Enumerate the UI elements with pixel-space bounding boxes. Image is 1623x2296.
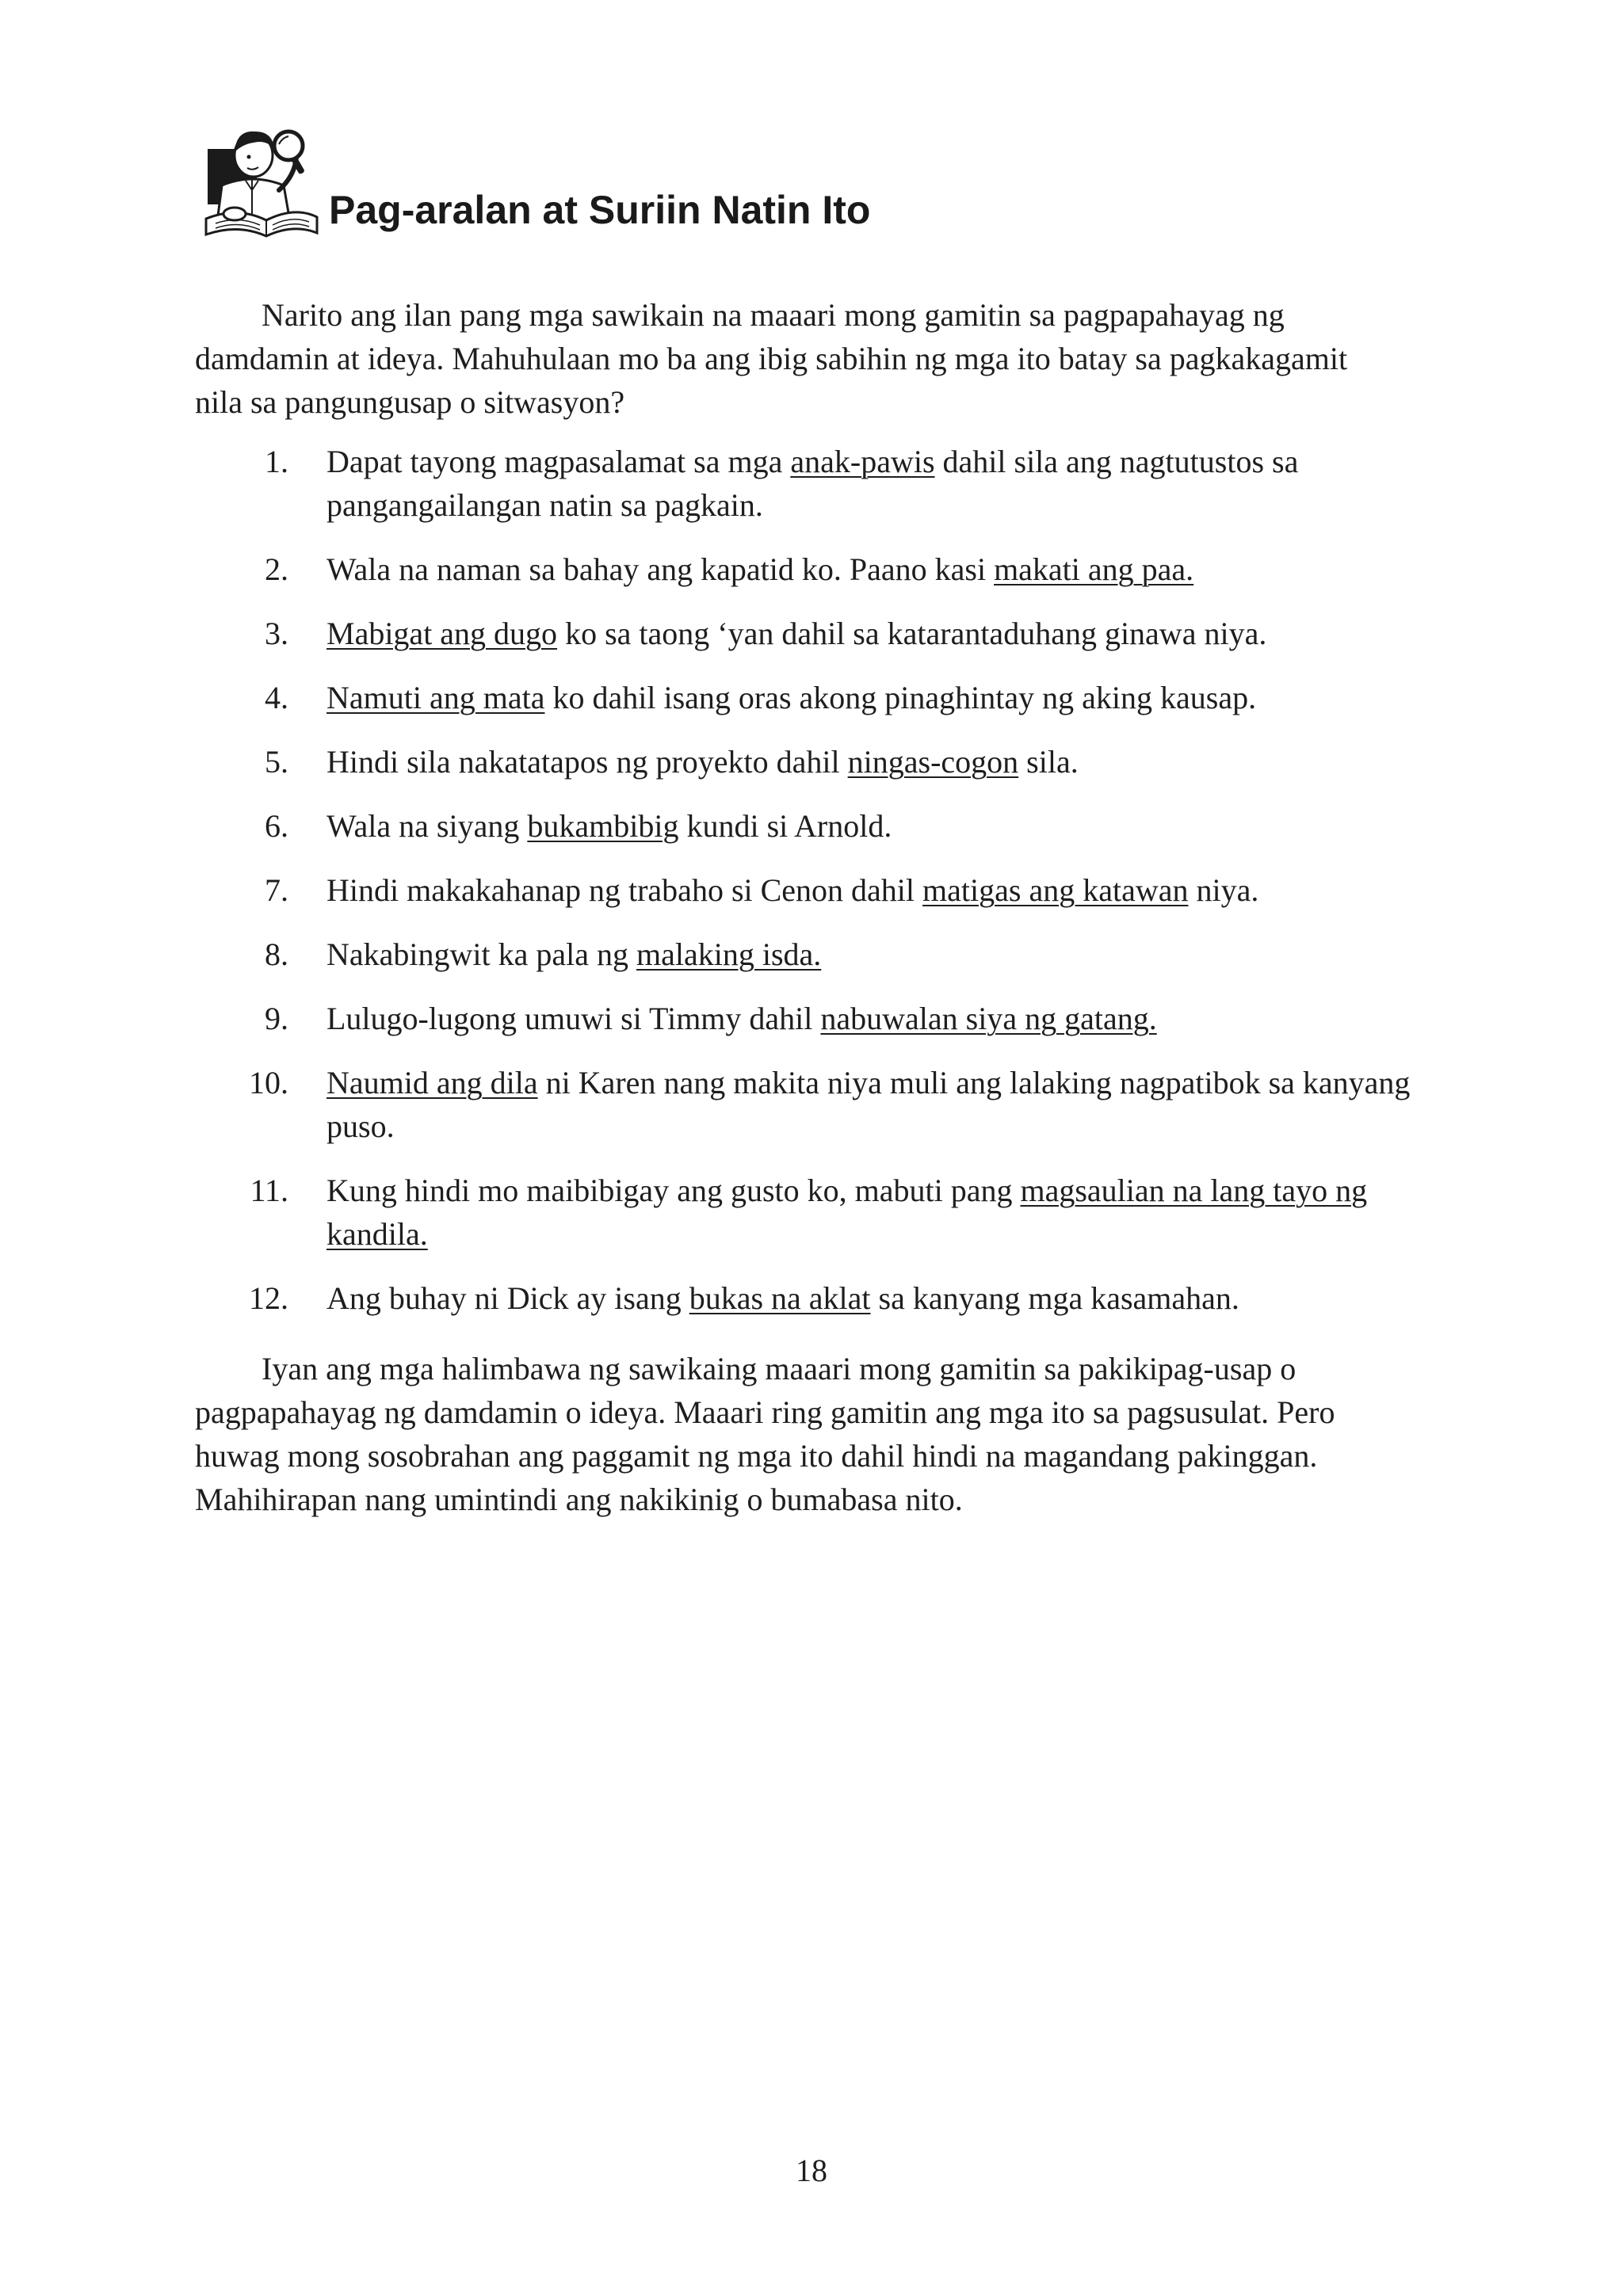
item-number: 11.	[250, 1173, 288, 1208]
item-text-before: Lulugo-lugong umuwi si Timmy dahil	[327, 1001, 821, 1036]
item-text-after: niya.	[1188, 872, 1259, 908]
list-item	[195, 1169, 1415, 1256]
item-text-before: Wala na naman sa bahay ang kapatid ko. Paano kasi	[327, 551, 995, 587]
item-number: 12.	[249, 1280, 288, 1316]
item-text-after: sila.	[1018, 744, 1079, 780]
idiom-underlined: makati ang paa.	[994, 551, 1194, 587]
intro-paragraph	[195, 293, 1400, 424]
item-text-after: ni Karen nang makita niya muli ang lalaking nagpatibok sa kanyang puso.	[327, 1065, 1411, 1144]
item-text-before: Ang buhay ni Dick ay isang	[327, 1280, 689, 1316]
item-number: 1.	[265, 444, 288, 479]
item-text-before: Wala na siyang	[327, 808, 528, 844]
list-item	[195, 440, 1415, 527]
section-title: Pag-aralan at Suriin Natin Ito	[329, 188, 871, 232]
list-item	[195, 740, 1415, 784]
idiom-underlined: malaking isda.	[636, 936, 822, 972]
list-item	[195, 676, 1415, 719]
item-number: 7.	[265, 872, 288, 908]
item-number: 6.	[265, 808, 288, 844]
idiom-underlined: anak-pawis	[790, 444, 935, 479]
idiom-underlined: ningas-cogon	[847, 744, 1019, 780]
idiom-underlined: Mabigat ang dugo	[327, 616, 558, 651]
idiom-underlined: bukambibig	[527, 808, 679, 844]
item-number: 9.	[265, 1001, 288, 1036]
item-number: 3.	[265, 616, 288, 651]
page-number: 18	[796, 2153, 827, 2188]
item-text-after: ko dahil isang oras akong pinaghintay ng aking kausap.	[544, 680, 1257, 715]
item-text-before: Kung hindi mo maibibigay ang gusto ko, mabuti pang	[327, 1173, 1021, 1208]
item-number: 5.	[265, 744, 288, 780]
idiom-underlined: bukas na aklat	[689, 1280, 871, 1316]
list-item	[195, 868, 1415, 912]
idiom-underlined: magsaulian na lang tayo ng kandila.	[327, 1173, 1368, 1252]
student-with-magnifying-glass-icon	[190, 117, 325, 244]
item-text-after: kundi si Arnold.	[678, 808, 892, 844]
item-text-before: Dapat tayong magpasalamat sa mga	[327, 444, 791, 479]
list-item	[195, 933, 1415, 976]
idiom-underlined: Namuti ang mata	[327, 680, 545, 715]
item-text-after: ko sa taong ‘yan dahil sa katarantaduhang ginawa niya.	[557, 616, 1267, 651]
item-text-before: Hindi makakahanap ng trabaho si Cenon dahil	[327, 872, 923, 908]
list-item	[195, 612, 1415, 655]
closing-paragraph	[195, 1347, 1400, 1521]
item-number: 4.	[265, 680, 288, 715]
idiom-list	[195, 440, 1415, 1341]
item-number: 8.	[265, 936, 288, 972]
idiom-underlined: Naumid ang dila	[327, 1065, 538, 1100]
list-item	[195, 1061, 1415, 1148]
item-text-before: Nakabingwit ka pala ng	[327, 936, 636, 972]
list-item	[195, 997, 1415, 1040]
item-number: 10.	[249, 1065, 288, 1100]
item-text-before: Hindi sila nakatatapos ng proyekto dahil	[327, 744, 848, 780]
idiom-underlined: nabuwalan siya ng gatang.	[820, 1001, 1157, 1036]
idiom-underlined: matigas ang katawan	[922, 872, 1189, 908]
list-item	[195, 547, 1415, 591]
item-text-after: dahil sila ang nagtutustos sa pangangailangan natin sa pagkain.	[327, 444, 1299, 523]
closing-text: Iyan ang mga halimbawa ng sawikaing maaari mong gamitin sa pakikipag-usap o pagpapahayag ng damdamin o ideya. Maaari ring gamitin ang mga ito sa pagsusulat. Pero huwag mong sosobrahan ang paggamit ng mga ito dahil hindi na magandang pakinggan. Mahihirapan nang umintindi ang nakikinig o bumabasa nito.	[195, 1351, 1335, 1517]
item-text-after: sa kanyang mga kasamahan.	[870, 1280, 1239, 1316]
item-number: 2.	[265, 551, 288, 587]
list-item	[195, 804, 1415, 848]
intro-text: Narito ang ilan pang mga sawikain na maaari mong gamitin sa pagpapahayag ng damdamin at ideya. Mahuhulaan mo ba ang ibig sabihin ng mga ito batay sa pagkakagamit nila sa pangungusap o sitwasyon?	[195, 297, 1348, 420]
list-item	[195, 1276, 1415, 1320]
